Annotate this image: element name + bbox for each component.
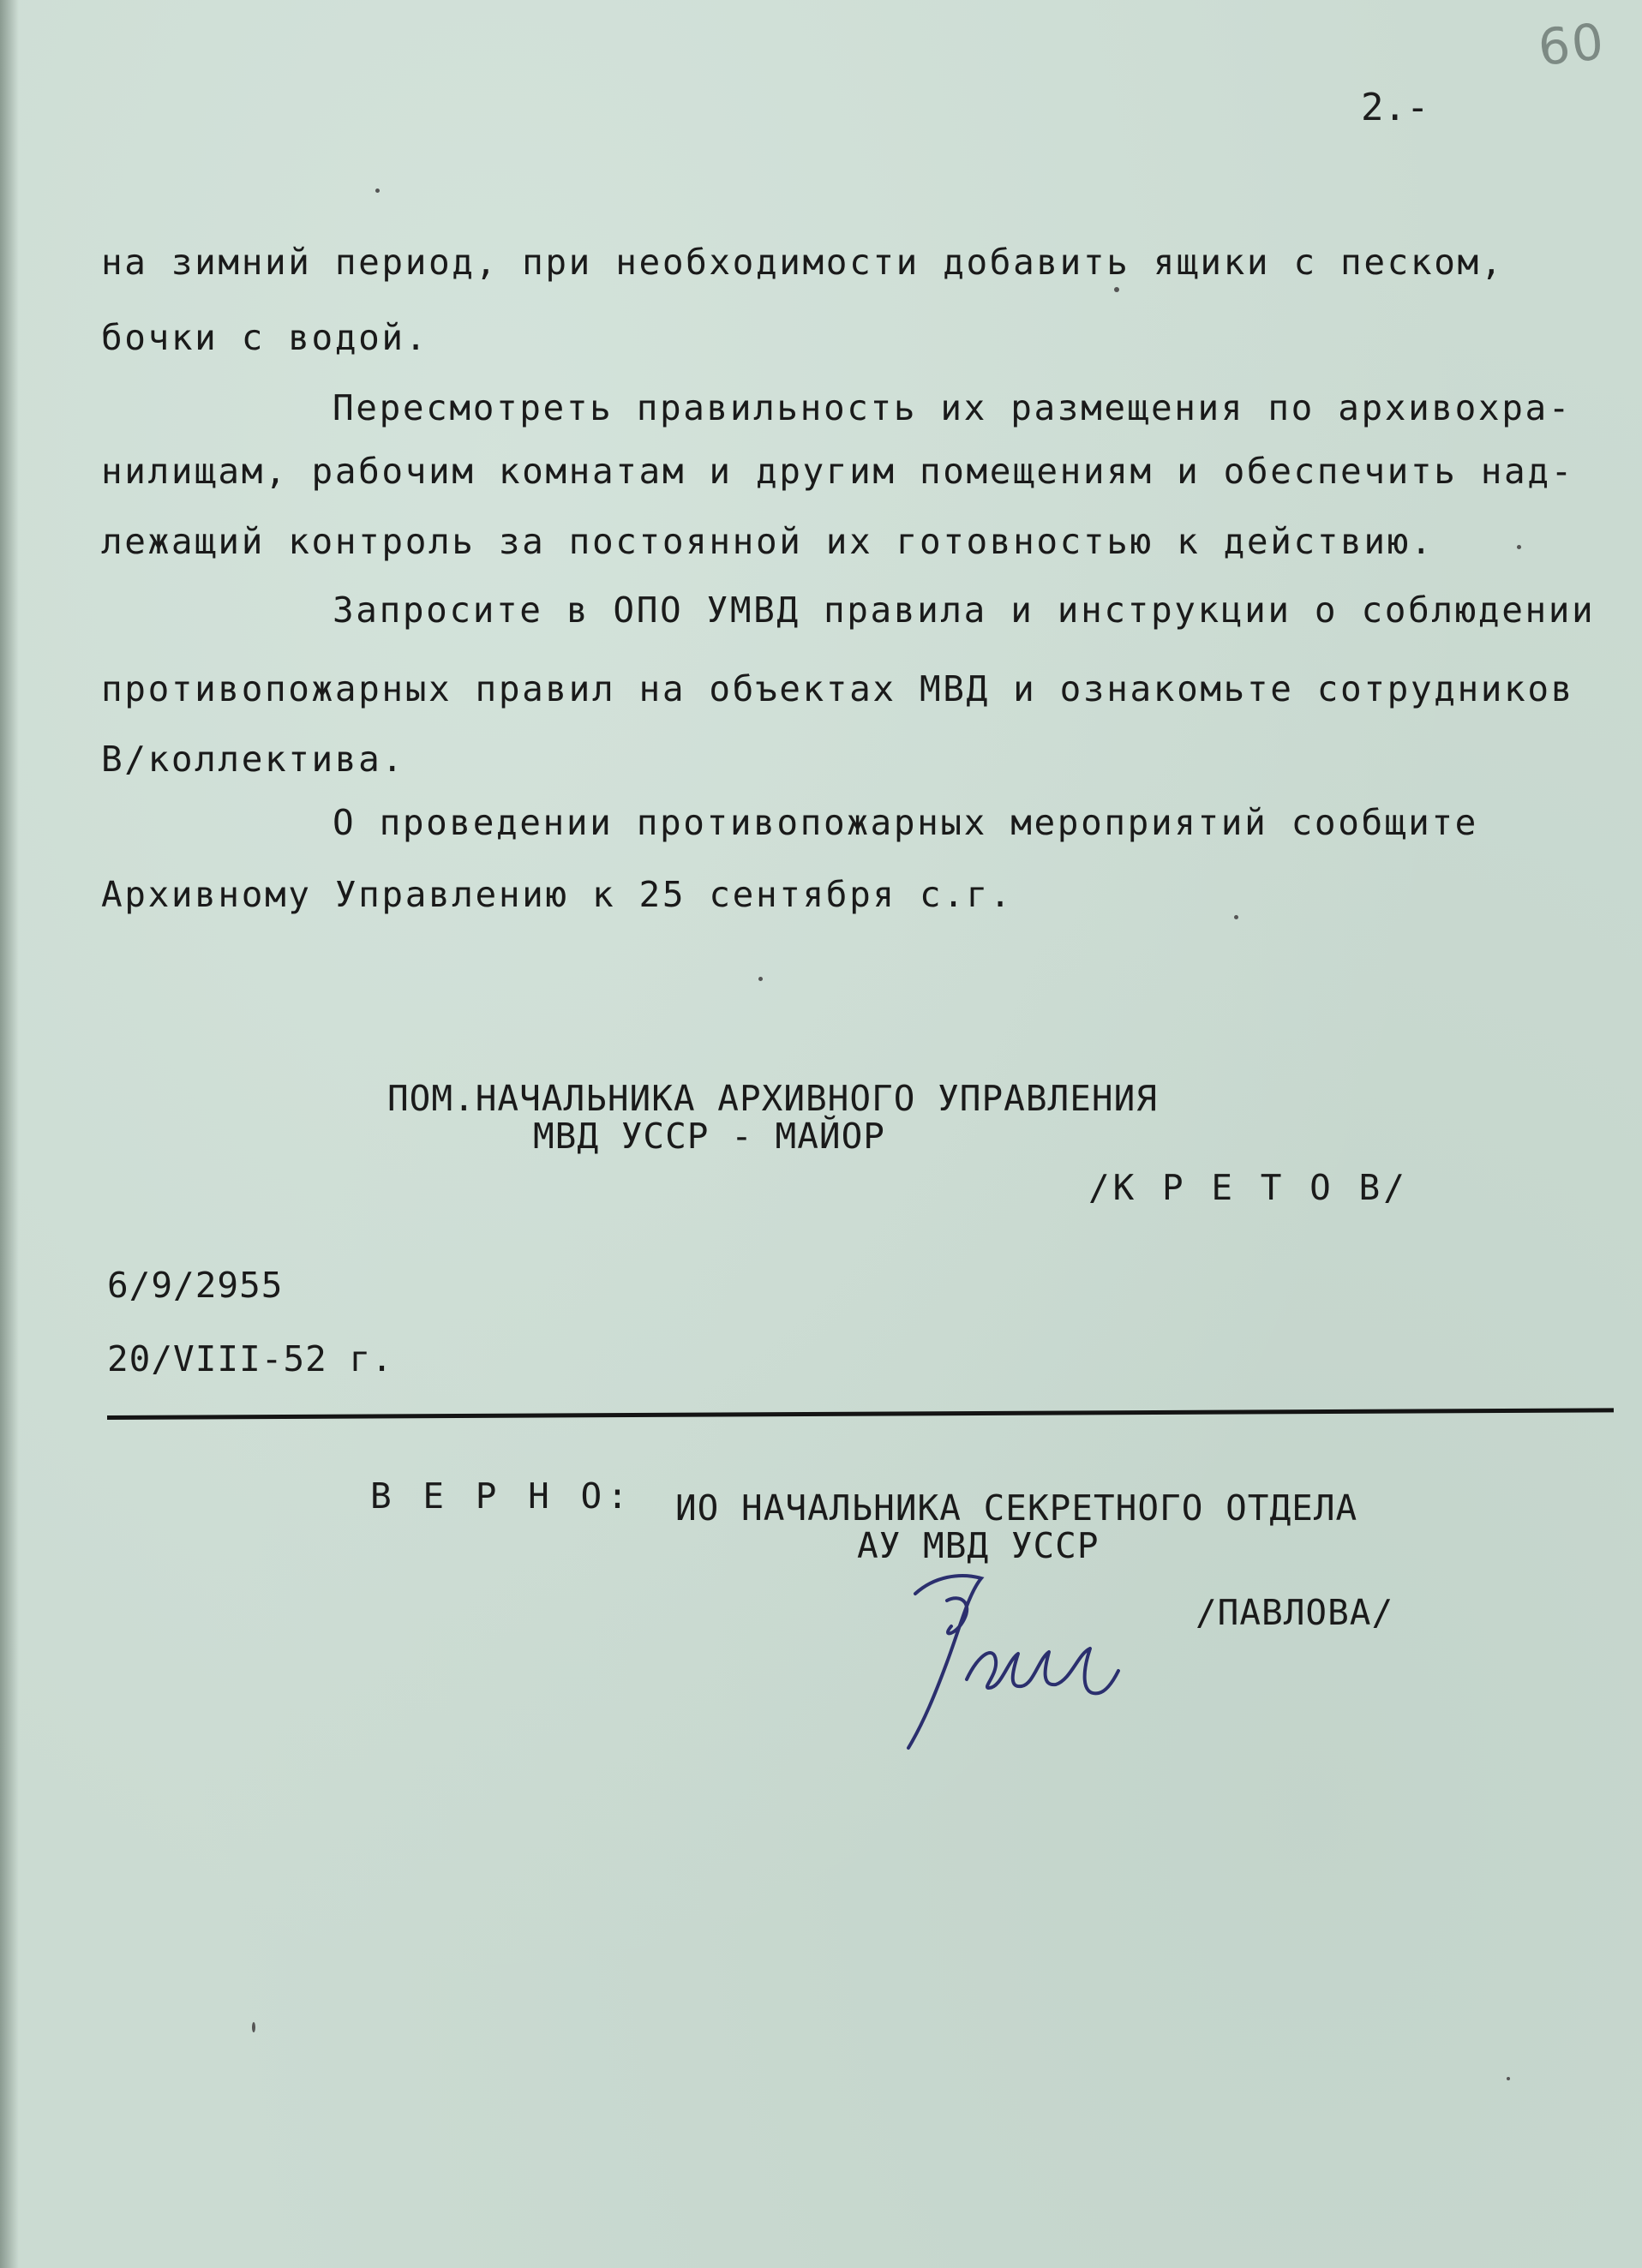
signatory-name: /К Р Е Т О В/	[1088, 1167, 1408, 1208]
body-line: В/коллектива.	[101, 739, 405, 780]
paper-speck	[1114, 287, 1119, 292]
paper-speck	[758, 977, 763, 981]
certification-title: ИО НАЧАЛЬНИКА СЕКРЕТНОГО ОТДЕЛА	[675, 1487, 1358, 1529]
body-line: О проведении противопожарных мероприятий сообщите	[333, 802, 1478, 843]
signatory-title: ПОМ.НАЧАЛЬНИКА АРХИВНОГО УПРАВЛЕНИЯ	[387, 1078, 1158, 1119]
handwritten-signature	[900, 1559, 1123, 1756]
body-line: Архивному Управлению к 25 сентября с.г.	[101, 874, 1014, 915]
page-edge-shadow	[0, 0, 19, 2268]
body-line: противопожарных правил на объектах МВД и ознакомьте сотрудников	[101, 668, 1574, 709]
body-line: нилищам, рабочим комнатам и другим помещениям и обеспечить над-	[101, 451, 1574, 492]
document-number: 6/9/2955	[107, 1265, 284, 1306]
certification-name: /ПАВЛОВА/	[1196, 1592, 1394, 1633]
body-line: лежащий контроль за постоянной их готовностью к действию.	[101, 521, 1435, 562]
paper-speck	[375, 189, 380, 193]
certification-label: В Е Р Н О:	[370, 1475, 633, 1517]
body-line: бочки с водой.	[101, 317, 428, 358]
document-date: 20/VIII-52 г.	[107, 1338, 393, 1379]
paper-speck	[252, 2022, 255, 2032]
archive-sheet-number: 60	[1535, 12, 1609, 77]
paper-speck	[1234, 915, 1238, 919]
paper-speck	[1507, 2077, 1510, 2080]
body-line: Запросите в ОПО УМВД правила и инструкции о соблюдении	[333, 589, 1596, 631]
separator-line	[107, 1408, 1614, 1420]
body-line: на зимний период, при необходимости добавить ящики с песком,	[101, 242, 1505, 283]
page-number: 2.-	[1361, 86, 1429, 129]
paper-speck	[1517, 545, 1521, 549]
body-line: Пересмотреть правильность их размещения по архивохра-	[333, 387, 1573, 428]
signatory-title-rank: МВД УССР - МАЙОР	[533, 1116, 885, 1157]
certification-title-department: АУ МВД УССР	[857, 1525, 1100, 1566]
